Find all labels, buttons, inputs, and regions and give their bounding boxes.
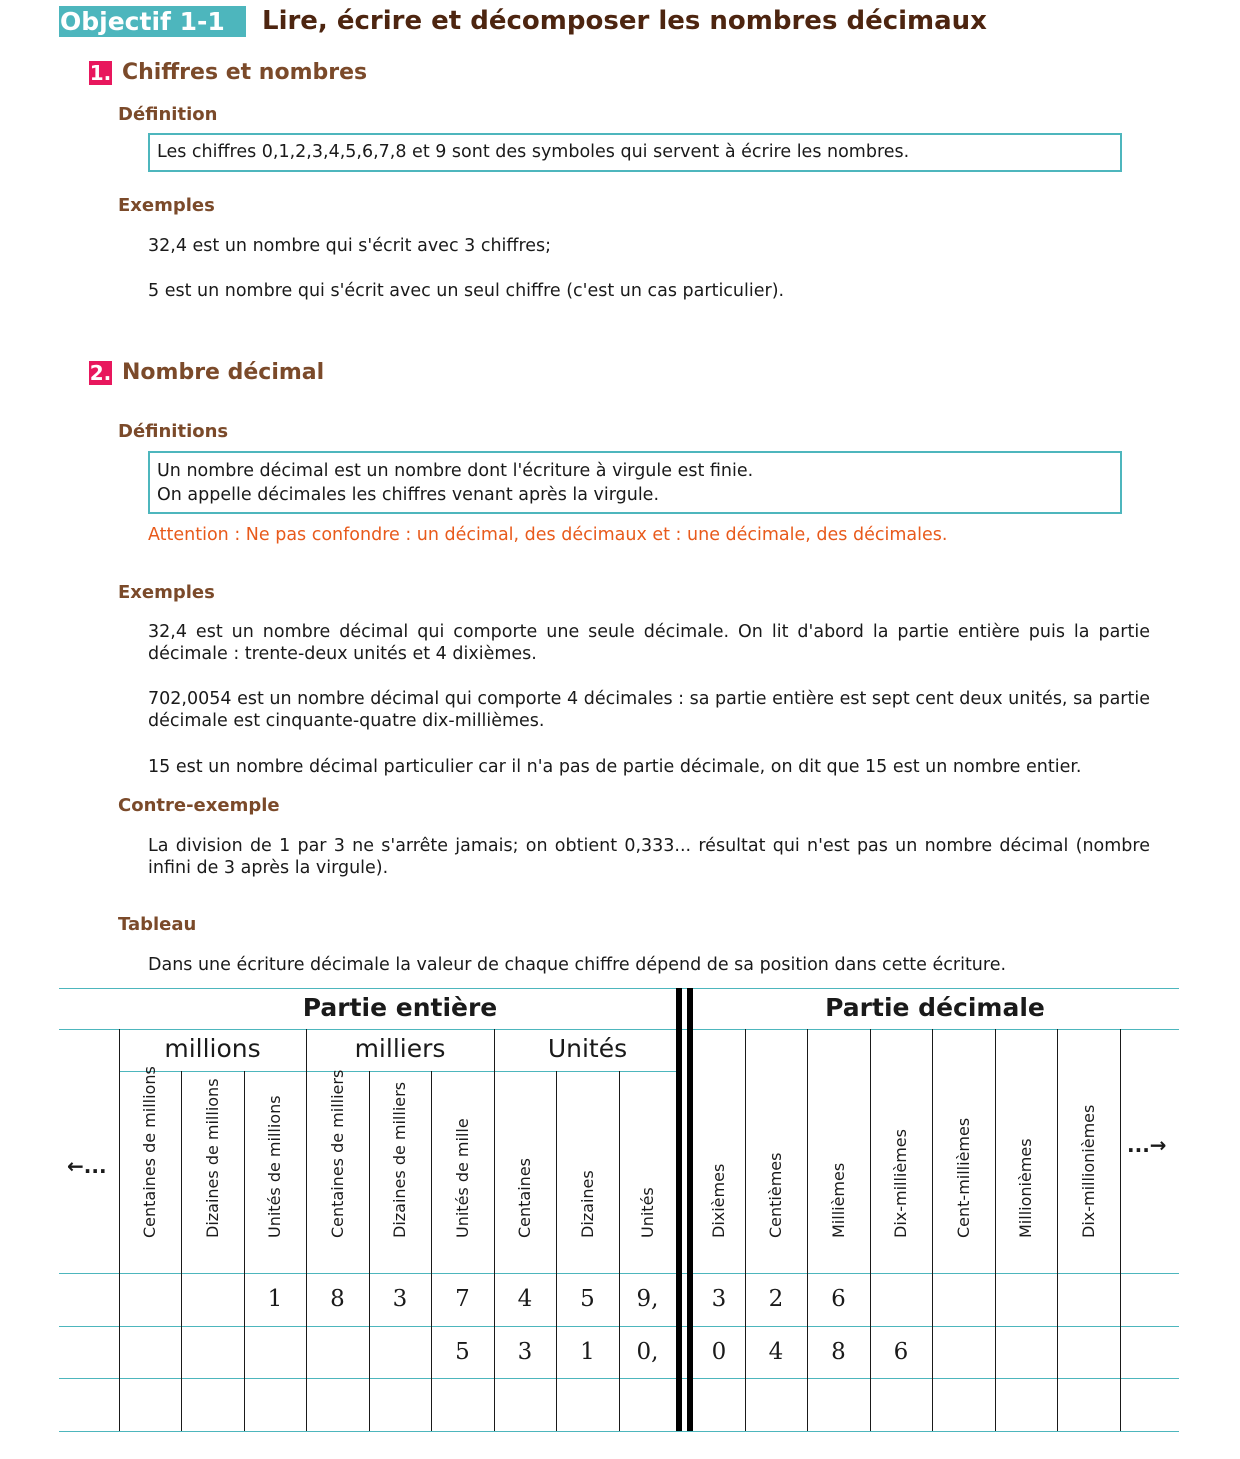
table-cell-digit: 5 <box>580 1286 595 1312</box>
column-header-integer <box>244 1071 306 1256</box>
table-label: Tableau <box>118 914 197 935</box>
column-header-label: Dix-millièmes <box>891 1129 910 1238</box>
section-2-title: Nombre décimal <box>122 360 325 385</box>
definition-box-1 <box>148 133 1122 172</box>
example-2-1: 32,4 est un nombre décimal qui comporte une seule décimale. On lit d'abord la partie entière puis la partie décimale : trente-deux unités et 4 dixièmes. <box>148 622 1150 664</box>
table-cell-digit: 8 <box>330 1286 345 1312</box>
example-1-2: 5 est un nombre qui s'écrit avec un seul chiffre (c'est un cas particulier). <box>148 281 785 301</box>
table-cell-digit: 1 <box>267 1286 283 1312</box>
column-header-integer <box>494 1071 556 1256</box>
table-cell-digit: 1 <box>580 1339 595 1365</box>
example-1-1: 32,4 est un nombre qui s'écrit avec 3 chiffres; <box>148 236 552 256</box>
column-header-label: Cent-millièmes <box>953 1117 973 1238</box>
column-header-label: Centièmes <box>766 1152 785 1238</box>
table-cell-digit: 0 <box>711 1339 727 1365</box>
objective-tag: Objectif 1-1 <box>59 6 246 37</box>
definition-text: Les chiffres 0,1,2,3,4,5,6,7,8 et 9 sont des symboles qui servent à écrire les nombres. <box>157 142 910 162</box>
column-header-decimal <box>995 1071 1057 1256</box>
table-cell-digit: 3 <box>392 1286 408 1312</box>
table-cell-digit: 4 <box>768 1339 784 1365</box>
definition-line-2: On appelle décimales les chiffres venant après la virgule. <box>157 485 660 505</box>
column-header-label: Unités de millions <box>265 1095 284 1238</box>
column-header-integer <box>306 1071 369 1256</box>
left-arrow: ←... <box>67 1154 107 1178</box>
column-header-label: Unités <box>637 1187 657 1238</box>
integer-part-header: Partie entière <box>302 993 498 1022</box>
section-2-number: 2. <box>89 361 112 385</box>
table-cell-digit: 0, <box>636 1339 659 1365</box>
group-milliers: milliers <box>354 1034 446 1063</box>
table-cell-digit: 6 <box>831 1286 846 1312</box>
example-2-2: 702,0054 est un nombre décimal qui comporte 4 décimales : sa partie entière est sept cent deux unités, sa partie décimale est cinquante-quatre dix-millièmes. <box>148 689 1150 731</box>
column-header-integer <box>369 1071 431 1256</box>
column-header-label: Unités de mille <box>452 1118 472 1238</box>
column-header-integer <box>431 1071 494 1256</box>
table-cell-digit: 2 <box>768 1286 784 1312</box>
column-header-decimal <box>870 1071 932 1256</box>
definitions-label: Définitions <box>118 421 229 442</box>
column-header-integer <box>619 1071 676 1256</box>
table-cell-digit: 8 <box>831 1339 846 1365</box>
column-header-label: Dizaines de milliers <box>390 1081 409 1238</box>
column-header-integer <box>119 1066 181 1256</box>
column-header-label: Centaines de millions <box>140 1066 159 1238</box>
column-header-label: Dizaines de millions <box>202 1078 222 1238</box>
table-cell-digit: 9, <box>636 1286 659 1312</box>
table-cell-digit: 3 <box>711 1286 727 1312</box>
table-hline <box>59 1029 1179 1030</box>
table-hline <box>59 1431 1179 1432</box>
column-header-decimal <box>807 1071 870 1256</box>
column-header-decimal <box>693 1071 745 1256</box>
definition-line-1: Un nombre décimal est un nombre dont l'écriture à virgule est finie. <box>157 461 754 481</box>
column-header-label: Dixièmes <box>709 1163 728 1238</box>
table-vline <box>1120 1029 1121 1431</box>
column-header-integer <box>181 1071 244 1256</box>
definition-label: Définition <box>118 104 218 125</box>
examples-label-1: Exemples <box>118 195 215 216</box>
decimal-part-header: Partie décimale <box>825 993 1045 1022</box>
column-header-label: Dix-millionièmes <box>1078 1104 1098 1238</box>
separator-bar <box>676 988 682 1431</box>
table-cell-digit: 4 <box>517 1286 533 1312</box>
table-cell-digit: 7 <box>455 1286 470 1312</box>
column-header-decimal <box>932 1071 995 1256</box>
attention-note: Attention : Ne pas confondre : un décimal, des décimaux et : une décimale, des décimales. <box>148 525 948 545</box>
table-intro: Dans une écriture décimale la valeur de chaque chiffre dépend de sa position dans cette écriture. <box>148 955 1007 975</box>
table-cell-digit: 5 <box>455 1339 470 1365</box>
example-2-3: 15 est un nombre décimal particulier car il n'a pas de partie décimale, on dit que 15 est un nombre entier. <box>148 757 1082 777</box>
table-hline <box>59 988 1179 989</box>
section-1-number: 1. <box>89 61 112 85</box>
column-header-label: Dizaines <box>577 1170 597 1238</box>
table-cell-digit: 6 <box>893 1339 909 1365</box>
column-header-integer <box>556 1071 619 1256</box>
column-header-decimal <box>745 1071 807 1256</box>
group-unites: Unités <box>547 1034 628 1063</box>
counter-example-text: La division de 1 par 3 ne s'arrête jamais; on obtient 0,333... résultat qui n'est pas un nombre décimal (nombre infini de 3 après la virgule). <box>148 836 1150 878</box>
column-header-label: Millièmes <box>828 1162 848 1238</box>
examples-label-2: Exemples <box>118 582 215 603</box>
right-arrow: ...→ <box>1127 1133 1167 1157</box>
table-cell-digit: 3 <box>517 1339 533 1365</box>
column-header-label: Centaines de milliers <box>327 1069 347 1238</box>
group-millions: millions <box>164 1034 261 1063</box>
column-header-decimal <box>1057 1071 1120 1256</box>
section-1-title: Chiffres et nombres <box>122 60 368 85</box>
definition-box-2 <box>148 451 1122 514</box>
place-value-table <box>59 988 1179 1432</box>
counter-example-label: Contre-exemple <box>118 795 280 816</box>
column-header-label: Centaines <box>515 1158 534 1238</box>
column-header-label: Millionièmes <box>1016 1138 1035 1238</box>
objective-title: Lire, écrire et décomposer les nombres décimaux <box>262 6 987 36</box>
